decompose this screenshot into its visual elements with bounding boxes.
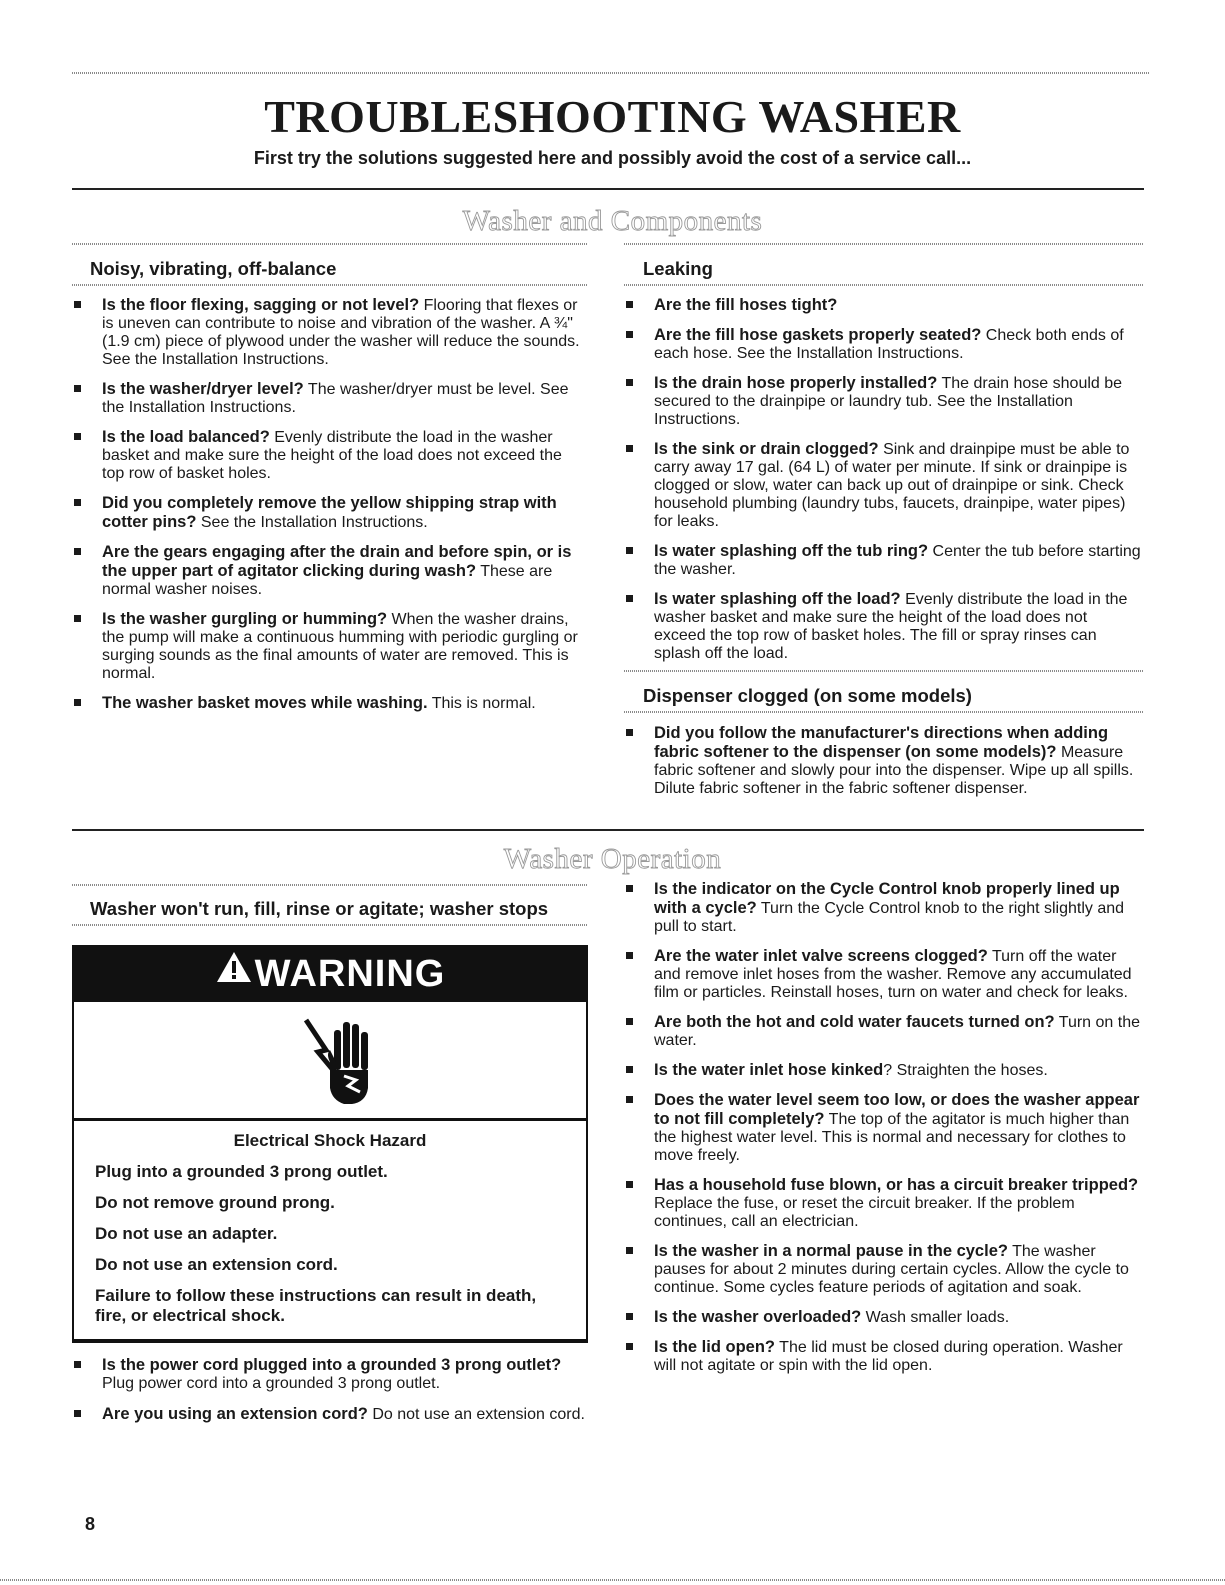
- item-question: Are you using an extension cord?: [102, 1405, 368, 1423]
- item-answer: Evenly distribute the load in the washer basket and make sure the height of the load does not exceed the top row of basket holes. The fill or spray rinses can splash off the load.: [654, 591, 1128, 662]
- subhead-rule-top: [624, 670, 1144, 672]
- electric-shock-hand-icon: [296, 1010, 386, 1110]
- item-answer: Measure fabric softener and slowly pour into the dispenser. Wipe up all spills. Dilute fabric softener in the fabric softener dispenser.: [654, 744, 1134, 797]
- item-answer: The washer/dryer must be level. See the Installation Instructions.: [102, 381, 569, 416]
- bullet-icon: [626, 445, 633, 452]
- subhead-noisy: Noisy, vibrating, off-balance: [90, 258, 337, 279]
- bullet-icon: [626, 885, 633, 892]
- item-question: The washer basket moves while washing.: [102, 694, 428, 712]
- list-item: [620, 1013, 1142, 1050]
- subhead-rule-top: [72, 243, 587, 245]
- top-dotted-rule: [72, 72, 1150, 74]
- item-answer: Do not use an extension cord.: [367, 1406, 585, 1423]
- bullet-icon: [74, 301, 81, 308]
- item-question: Are the fill hoses tight?: [654, 296, 838, 314]
- list-item: [620, 374, 1142, 429]
- item-question: Are the water inlet valve screens clogged?: [654, 947, 988, 965]
- list-item: [620, 1091, 1142, 1165]
- bottom-dotted-rule: [0, 1579, 1225, 1581]
- warning-hazard: Electrical Shock Hazard: [233, 1131, 427, 1150]
- item-answer: Replace the fuse, or reset the circuit breaker. If the problem continues, call an electrician.: [654, 1195, 1075, 1230]
- item-answer: Check both ends of each hose. See the Installation Instructions.: [654, 327, 1124, 362]
- item-answer: This is normal.: [427, 695, 536, 712]
- header-rule: [72, 188, 1144, 190]
- bullet-icon: [626, 1096, 633, 1103]
- list-item: [68, 1405, 588, 1424]
- warning-label: WARNING: [254, 953, 446, 995]
- bullet-icon: [626, 1018, 633, 1025]
- item-answer: Wash smaller loads.: [861, 1309, 1010, 1326]
- leaking-list: [620, 296, 1142, 674]
- warning-line: Failure to follow these instructions can result in death, fire, or electrical shock.: [95, 1286, 537, 1325]
- subhead-dispenser: Dispenser clogged (on some models): [643, 685, 972, 706]
- bullet-icon: [626, 301, 633, 308]
- item-answer: Turn off the water and remove inlet hoses from the washer. Remove any accumulated film or particles. Reinstall hoses, turn on water and check for leaks.: [654, 948, 1132, 1001]
- item-question: Is the drain hose properly installed?: [654, 374, 938, 392]
- item-question: Is the water inlet hose kinked: [654, 1061, 884, 1079]
- list-item: [620, 1338, 1142, 1375]
- item-answer: Plug power cord into a grounded 3 prong outlet.: [102, 1375, 441, 1392]
- bullet-icon: [74, 1410, 81, 1417]
- page-number: 8: [85, 1514, 96, 1534]
- item-question: Did you follow the manufacturer's directions when adding fabric softener to the dispenser (on some models)?: [654, 724, 1109, 761]
- bullet-icon: [74, 433, 81, 440]
- subhead-rule-bottom: [72, 924, 587, 926]
- page-subtitle: First try the solutions suggested here and possibly avoid the cost of a service call...: [253, 148, 972, 168]
- list-item: [620, 880, 1142, 936]
- item-answer: The drain hose should be secured to the drainpipe or laundry tub. See the Installation Instructions.: [654, 375, 1123, 428]
- item-answer: Sink and drainpipe must be able to carry away 17 gal. (64 L) of water per minute. If sink or drainpipe is clogged or slow, water can back up out of drainpipe or sink. Check household plumbing (laundry tubs, faucets, drainpipe, water pipes) for leaks.: [654, 441, 1130, 530]
- item-question: Is the sink or drain clogged?: [654, 440, 879, 458]
- bullet-icon: [626, 379, 633, 386]
- subhead-rule-top: [72, 884, 587, 886]
- item-question: Are both the hot and cold water faucets turned on?: [654, 1013, 1055, 1031]
- item-answer: The top of the agitator is much higher than the highest water level. This is normal and necessary for clothes to move freely.: [654, 1111, 1130, 1164]
- bullet-icon: [626, 547, 633, 554]
- section-rule: [72, 829, 1144, 831]
- item-answer: Evenly distribute the load in the washer basket and make sure the height of the load does not exceed the top row of basket holes.: [102, 429, 562, 482]
- subhead-rule-bottom: [624, 711, 1144, 713]
- warning-line: Do not use an adapter.: [95, 1224, 278, 1243]
- list-item: [620, 590, 1142, 663]
- section-title-components: Washer and Components: [462, 205, 763, 237]
- warning-header: [74, 947, 586, 1002]
- list-item: [68, 543, 588, 599]
- item-answer: Turn the Cycle Control knob to the right slightly and pull to start.: [654, 900, 1125, 935]
- item-question: Is the floor flexing, sagging or not level?: [102, 296, 420, 314]
- item-question: Is water splashing off the load?: [654, 590, 901, 608]
- list-item: [68, 610, 588, 683]
- bullet-icon: [74, 699, 81, 706]
- subhead-leaking: Leaking: [643, 258, 713, 279]
- item-answer: Center the tub before starting the washer.: [654, 543, 1141, 578]
- bullet-icon: [626, 1066, 633, 1073]
- item-question: Are the gears engaging after the drain and before spin, or is the upper part of agitator clicking during wash?: [102, 543, 572, 580]
- list-item: [620, 1176, 1142, 1231]
- list-item: [620, 724, 1142, 798]
- bullet-icon: [74, 385, 81, 392]
- item-question: Is the washer in a normal pause in the cycle?: [654, 1242, 1008, 1260]
- list-item: [68, 1356, 588, 1393]
- bullet-icon: [626, 952, 633, 959]
- subhead-rule-bottom: [624, 284, 1144, 286]
- bullet-icon: [74, 615, 81, 622]
- bullet-icon: [626, 1181, 633, 1188]
- list-item: [68, 296, 588, 369]
- item-question: Is the power cord plugged into a grounded 3 prong outlet?: [102, 1356, 562, 1374]
- item-question: Has a household fuse blown, or has a circuit breaker tripped?: [654, 1176, 1139, 1194]
- warning-line: Plug into a grounded 3 prong outlet.: [95, 1162, 388, 1181]
- bullet-icon: [626, 1343, 633, 1350]
- list-item: [620, 296, 1142, 315]
- list-item: [620, 1242, 1142, 1297]
- warning-box: [72, 945, 588, 1343]
- bullet-icon: [626, 331, 633, 338]
- operation-right-list: [620, 880, 1142, 1386]
- bullet-icon: [74, 499, 81, 506]
- list-item: [620, 947, 1142, 1002]
- item-answer: The washer pauses for about 2 minutes during certain cycles. Allow the cycle to continue. Some cycles feature periods of agitation and soak.: [654, 1243, 1129, 1296]
- item-answer: These are normal washer noises.: [102, 563, 553, 598]
- item-question: Is the washer overloaded?: [654, 1308, 862, 1326]
- list-item: [68, 494, 588, 532]
- subhead-wont-run: Washer won't run, fill, rinse or agitate; washer stops: [90, 898, 549, 919]
- item-answer: See the Installation Instructions.: [196, 514, 428, 531]
- list-item: [620, 326, 1142, 363]
- list-item: [68, 380, 588, 417]
- item-answer: Flooring that flexes or is uneven can contribute to noise and vibration of the washer. A ¾" (1.9 cm) piece of plywood under the washer will reduce the sounds. See the Installation Instructions.: [102, 297, 580, 368]
- item-question: Is the lid open?: [654, 1338, 776, 1356]
- list-item: [620, 440, 1142, 531]
- item-question: Is water splashing off the tub ring?: [654, 542, 929, 560]
- warning-line: Do not use an extension cord.: [95, 1255, 338, 1274]
- item-answer: The lid must be closed during operation. Washer will not agitate or spin with the lid open.: [654, 1339, 1123, 1374]
- page-title: TROUBLESHOOTING WASHER: [264, 91, 961, 142]
- item-question: Does the water level seem too low, or does the washer appear to not fill completely?: [654, 1091, 1140, 1128]
- item-question: Are the fill hose gaskets properly seated?: [654, 326, 982, 344]
- item-question: Is the indicator on the Cycle Control knob properly lined up with a cycle?: [654, 880, 1120, 917]
- list-item: [620, 1061, 1142, 1080]
- item-answer: When the washer drains, the pump will make a continuous humming with periodic gurgling or surging sounds as the final amounts of water are removed. This is normal.: [102, 611, 578, 682]
- item-question: Is the washer/dryer level?: [102, 380, 304, 398]
- bullet-icon: [74, 548, 81, 555]
- item-answer: ? Straighten the hoses.: [883, 1062, 1048, 1079]
- subhead-rule-top: [624, 243, 1144, 245]
- item-question: Is the washer gurgling or humming?: [102, 610, 388, 628]
- dispenser-list: [620, 724, 1142, 808]
- list-item: [620, 542, 1142, 579]
- bullet-icon: [626, 1247, 633, 1254]
- warning-line: Do not remove ground prong.: [95, 1193, 335, 1212]
- warning-triangle-icon: [215, 945, 253, 1000]
- operation-left-list: [68, 1356, 588, 1436]
- list-item: [620, 1308, 1142, 1327]
- list-item: [68, 428, 588, 483]
- item-question: Did you completely remove the yellow shipping strap with cotter pins?: [102, 494, 557, 531]
- bullet-icon: [626, 729, 633, 736]
- item-question: Is the load balanced?: [102, 428, 270, 446]
- section-title-operation: Washer Operation: [503, 843, 722, 875]
- noisy-list: [68, 296, 588, 724]
- bullet-icon: [626, 1313, 633, 1320]
- bullet-icon: [74, 1361, 81, 1368]
- bullet-icon: [626, 595, 633, 602]
- list-item: [68, 694, 588, 713]
- subhead-rule-bottom: [72, 284, 587, 286]
- item-answer: Turn on the water.: [654, 1014, 1140, 1049]
- warning-icon-area: [74, 1002, 586, 1121]
